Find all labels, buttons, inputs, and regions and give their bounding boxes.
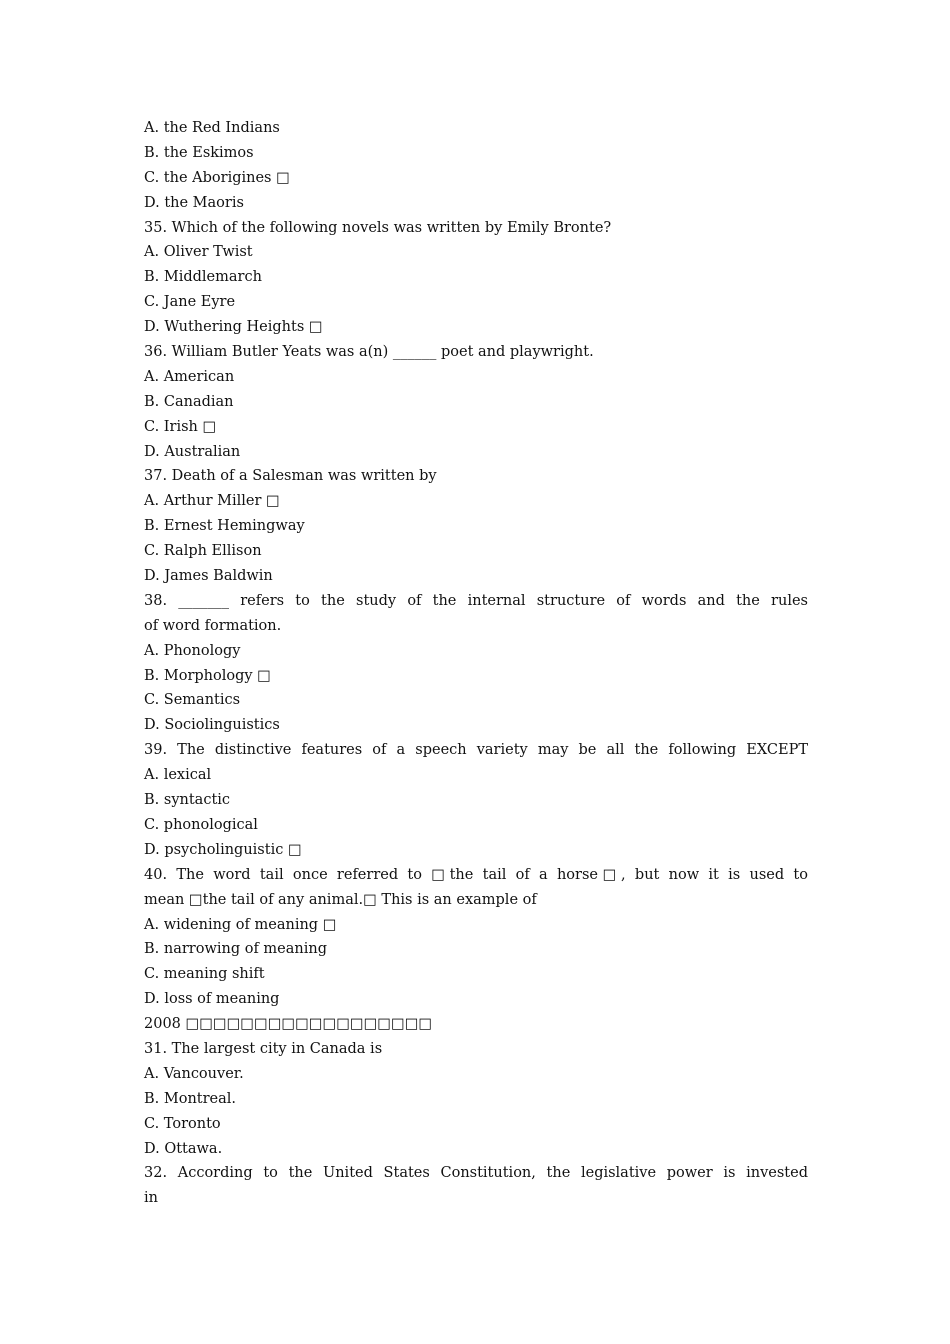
text-line: B. Morphology □ — [144, 667, 271, 684]
text-line: of word formation. — [144, 617, 282, 634]
question-40: 40. The word tail once referred to □the tail of a horse□, but now it is used to — [144, 866, 808, 883]
question-35: 35. Which of the following novels was written by Emily Bronte? — [144, 219, 612, 236]
question-39: 39. The distinctive features of a speech variety may be all the following EXCEPT — [144, 742, 808, 759]
text-line: C. Toronto — [144, 1115, 221, 1132]
text-line: A. lexical — [144, 767, 212, 784]
text-line: D. loss of meaning — [144, 991, 280, 1008]
document-page — [144, 116, 808, 1211]
text-line: B. Canadian — [144, 393, 234, 410]
text-line: C. the Aborigines □ — [144, 169, 290, 186]
text-line: mean □the tail of any animal.□ This is an example of — [144, 891, 537, 908]
text-line: D. Wuthering Heights □ — [144, 319, 323, 336]
text-line: B. the Eskimos — [144, 144, 254, 161]
text-line: A. the Red Indians — [144, 120, 280, 136]
question-38: 38. _______ refers to the study of the internal structure of words and the rules — [144, 592, 808, 609]
text-line: A. widening of meaning □ — [144, 916, 337, 933]
text-line: D. Australian — [144, 443, 241, 460]
text-line: C. Jane Eyre — [144, 294, 236, 311]
text-line: D. Ottawa. — [144, 1140, 223, 1157]
text-line: A. Vancouver. — [144, 1065, 244, 1082]
question-37: 37. Death of a Salesman was written by — [144, 468, 437, 485]
text-line: A. Phonology — [144, 642, 241, 659]
text-line: B. Montreal. — [144, 1090, 237, 1107]
text-line: D. James Baldwin — [144, 568, 273, 585]
text-line: C. Semantics — [144, 692, 241, 709]
text-line: C. meaning shift — [144, 966, 265, 983]
question-31: 31. The largest city in Canada is — [144, 1040, 383, 1057]
question-32: 32. According to the United States Constitution, the legislative power is invested — [144, 1165, 808, 1182]
text-line: B. narrowing of meaning — [144, 941, 328, 958]
text-line: A. American — [144, 368, 235, 385]
text-line: A. Arthur Miller □ — [144, 493, 280, 510]
question-36: 36. William Butler Yeats was a(n) ______ poet and playwright. — [144, 344, 594, 361]
text-line: B. syntactic — [144, 792, 231, 809]
text-line: C. Irish □ — [144, 418, 217, 435]
text-line: B. Ernest Hemingway — [144, 518, 305, 535]
text-line: C. Ralph Ellison — [144, 543, 262, 560]
text-line: B. Middlemarch — [144, 269, 262, 286]
text-line: D. Sociolinguistics — [144, 717, 280, 734]
text-line: A. Oliver Twist — [144, 244, 253, 261]
text-line: D. the Maoris — [144, 194, 244, 211]
section-heading: 2008 □□□□□□□□□□□□□□□□□□ — [144, 1016, 433, 1033]
text-line: D. psycholinguistic □ — [144, 841, 302, 858]
text-line: in — [144, 1190, 158, 1207]
text-line: C. phonological — [144, 816, 258, 833]
